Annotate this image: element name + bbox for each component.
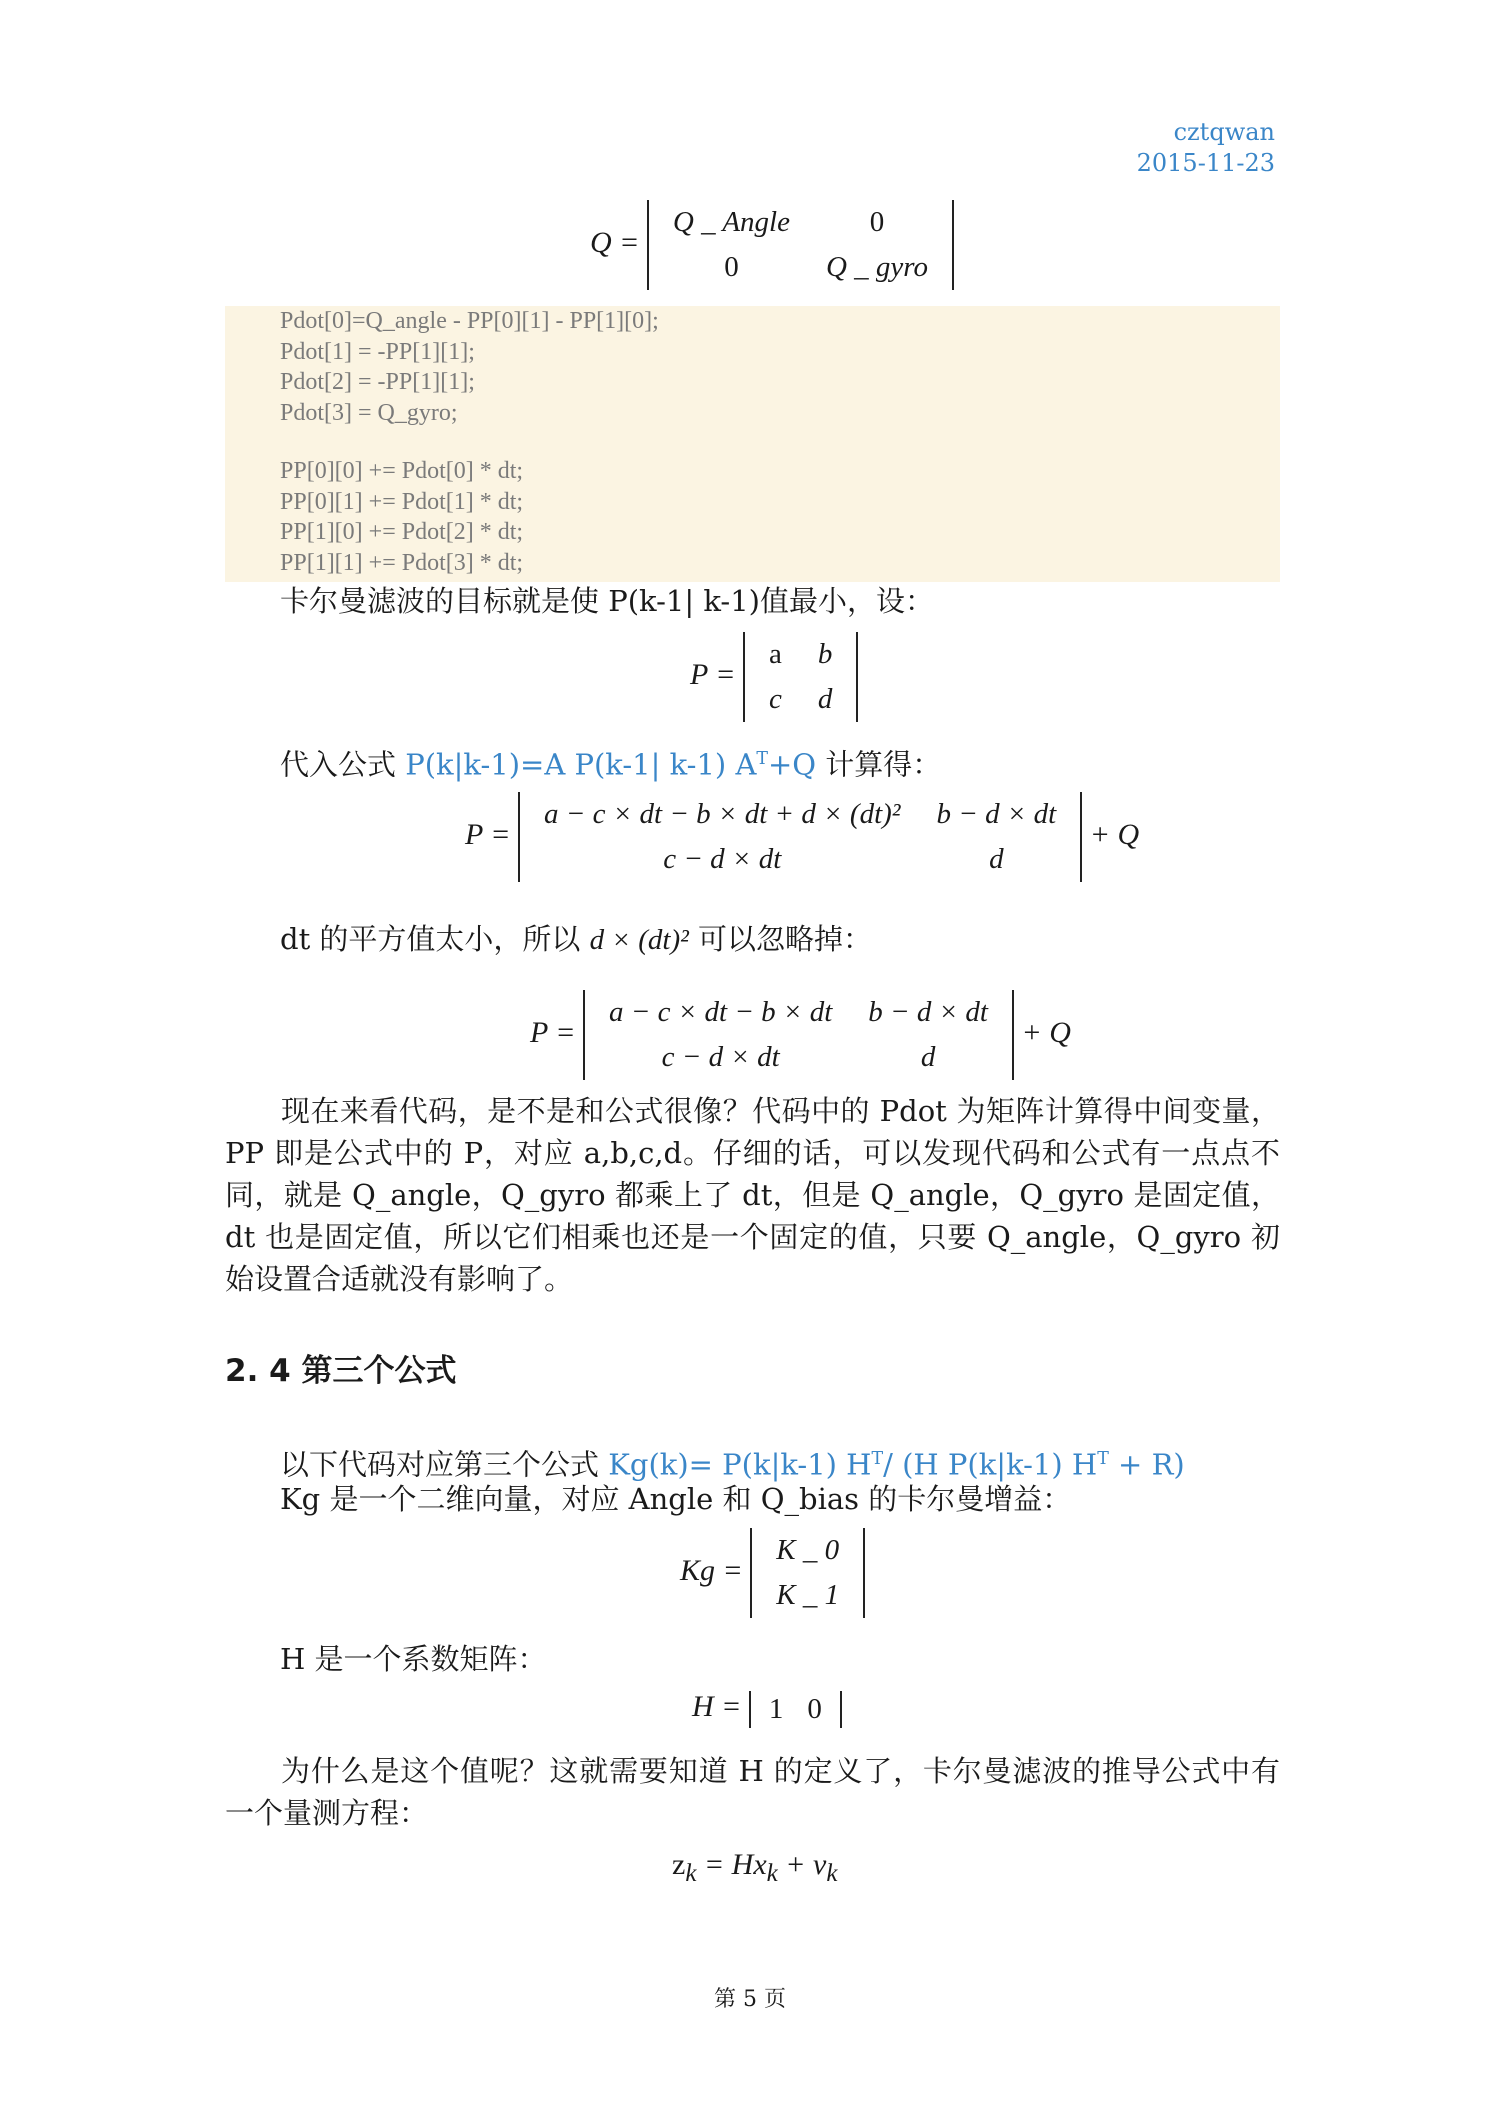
paragraph-substitute xyxy=(280,738,941,786)
code-block xyxy=(225,306,1280,582)
q-r2c2: Q _ gyro xyxy=(825,251,929,283)
p-d: d xyxy=(817,683,833,715)
p3-r2c1: c − d × dt xyxy=(661,1041,780,1073)
header-author: cztqwan xyxy=(1173,118,1275,146)
code-line: PP[1][1] += Pdot[3] * dt; xyxy=(280,549,524,576)
p2-r1c2: b − d × dt xyxy=(936,798,1057,830)
q-r2c1: 0 xyxy=(724,251,739,283)
paragraph-h: H 是一个系数矩阵： xyxy=(280,1642,547,1676)
p3-r2c2: d xyxy=(920,1041,936,1073)
h-c1: 1 xyxy=(768,1692,784,1725)
p2-text-after: 计算得： xyxy=(816,747,942,782)
h-matrix-equation xyxy=(692,1690,842,1728)
kg-formula-link-3[interactable]: + R) xyxy=(1108,1447,1185,1482)
p3-text-after: 可以忽略掉： xyxy=(688,922,873,956)
p3-r1c1: a − c × dt − b × dt xyxy=(609,996,833,1028)
kg-vector-equation xyxy=(680,1528,865,1618)
p-b: b xyxy=(817,638,833,670)
p-simplified-equation xyxy=(530,990,1071,1080)
h-c2: 0 xyxy=(807,1692,822,1725)
p3-r1c2: b − d × dt xyxy=(868,996,988,1028)
p2-sup: T xyxy=(756,749,768,769)
z-symbol: z xyxy=(672,1848,686,1881)
kg-formula-link-2[interactable]: / (H P(k|k-1) H xyxy=(883,1447,1098,1482)
kg-formula-link[interactable]: Kg(k)= P(k|k-1) H xyxy=(608,1447,872,1482)
code-line: Pdot[1] = -PP[1][1]; xyxy=(280,338,475,365)
p2-lhs: P = xyxy=(465,817,511,851)
p3-lhs: P = xyxy=(530,1015,576,1049)
p2-r2c1: c − d × dt xyxy=(663,843,782,875)
paragraph-ignore xyxy=(280,918,872,961)
paragraph-measurement: 为什么是这个值呢？这就需要知道 H 的定义了，卡尔曼滤波的推导公式中有一个量测方程： xyxy=(225,1754,1280,1830)
p2-rhs: + Q xyxy=(1089,817,1140,851)
p5-sup2: T xyxy=(1097,1449,1109,1469)
z-sub: k xyxy=(685,1860,697,1887)
q-r1c2: 0 xyxy=(869,206,885,238)
p-c: c xyxy=(769,683,782,715)
code-line: Pdot[0]=Q_angle - PP[0][1] - PP[1][0]; xyxy=(280,308,659,334)
q-r1c1: Q _ Angle xyxy=(672,206,790,238)
v-sub: k xyxy=(826,1860,838,1887)
p3-formula: d × (dt)² xyxy=(589,924,689,956)
p2-r2c2: d xyxy=(989,843,1004,875)
p5-sup1: T xyxy=(871,1449,884,1469)
x-sub: k xyxy=(766,1860,778,1887)
formula-link-tail[interactable]: +Q xyxy=(768,747,817,782)
paragraph-explanation: 现在来看代码，是不是和公式很像？代码中的 Pdot 为矩阵计算得中间变量，PP 即是公式中的 P，对应 a,b,c,d。仔细的话，可以发现代码和公式有一点点不同，就是 Q_angle，Q_gyro 都乘上了 dt，但是 Q_angle，Q_gyro 是固定值，dt 也是固定值，所以它们相乘也还是一个固定的值，只要 Q_angle，Q_gyro 初始设置合适就没有影响了。 xyxy=(225,1094,1280,1296)
paragraph-kg: Kg 是一个二维向量，对应 Angle 和 Q_bias 的卡尔曼增益： xyxy=(280,1482,1072,1516)
p3-text: dt 的平方值太小，所以 xyxy=(280,922,590,956)
q-lhs: Q = xyxy=(590,225,640,259)
p3-rhs: + Q xyxy=(1021,1015,1071,1049)
code-line: Pdot[2] = -PP[1][1]; xyxy=(280,369,475,395)
section-heading: 2. 4 第三个公式 xyxy=(225,1353,457,1389)
p2-r1c1: a − c × dt − b × dt + d × (dt)² xyxy=(544,798,901,830)
p5-text: 以下代码对应第三个公式 xyxy=(280,1447,609,1482)
kg-lhs: Kg = xyxy=(680,1553,743,1587)
code-line: PP[0][1] += Pdot[1] * dt; xyxy=(280,488,524,515)
code-line: PP[1][0] += Pdot[2] * dt; xyxy=(280,519,524,545)
p2-text: 代入公式 xyxy=(280,747,406,782)
p-lhs: P = xyxy=(690,657,736,691)
code-line: PP[0][0] += Pdot[0] * dt; xyxy=(280,458,524,484)
formula-link[interactable]: P(k|k-1)=A P(k-1| k-1) A xyxy=(405,747,757,782)
header-date: 2015-11-23 xyxy=(1136,149,1275,177)
p-a: a xyxy=(769,638,782,670)
z-mid: = Hx xyxy=(696,1848,767,1881)
paragraph-target: 卡尔曼滤波的目标就是使 P(k-1| k-1)值最小，设： xyxy=(280,584,934,618)
h-lhs: H = xyxy=(692,1690,742,1723)
page-number: 第 5 页 xyxy=(714,1987,786,2012)
p-matrix-equation xyxy=(690,632,858,722)
code-line: Pdot[3] = Q_gyro; xyxy=(280,399,458,426)
p-expanded-equation xyxy=(465,792,1139,882)
kg-r2: K _ 1 xyxy=(776,1579,840,1611)
z-plus: + v xyxy=(777,1848,827,1881)
measurement-equation xyxy=(672,1848,837,1888)
q-matrix-equation xyxy=(590,200,954,290)
kg-r1: K _ 0 xyxy=(776,1534,840,1566)
